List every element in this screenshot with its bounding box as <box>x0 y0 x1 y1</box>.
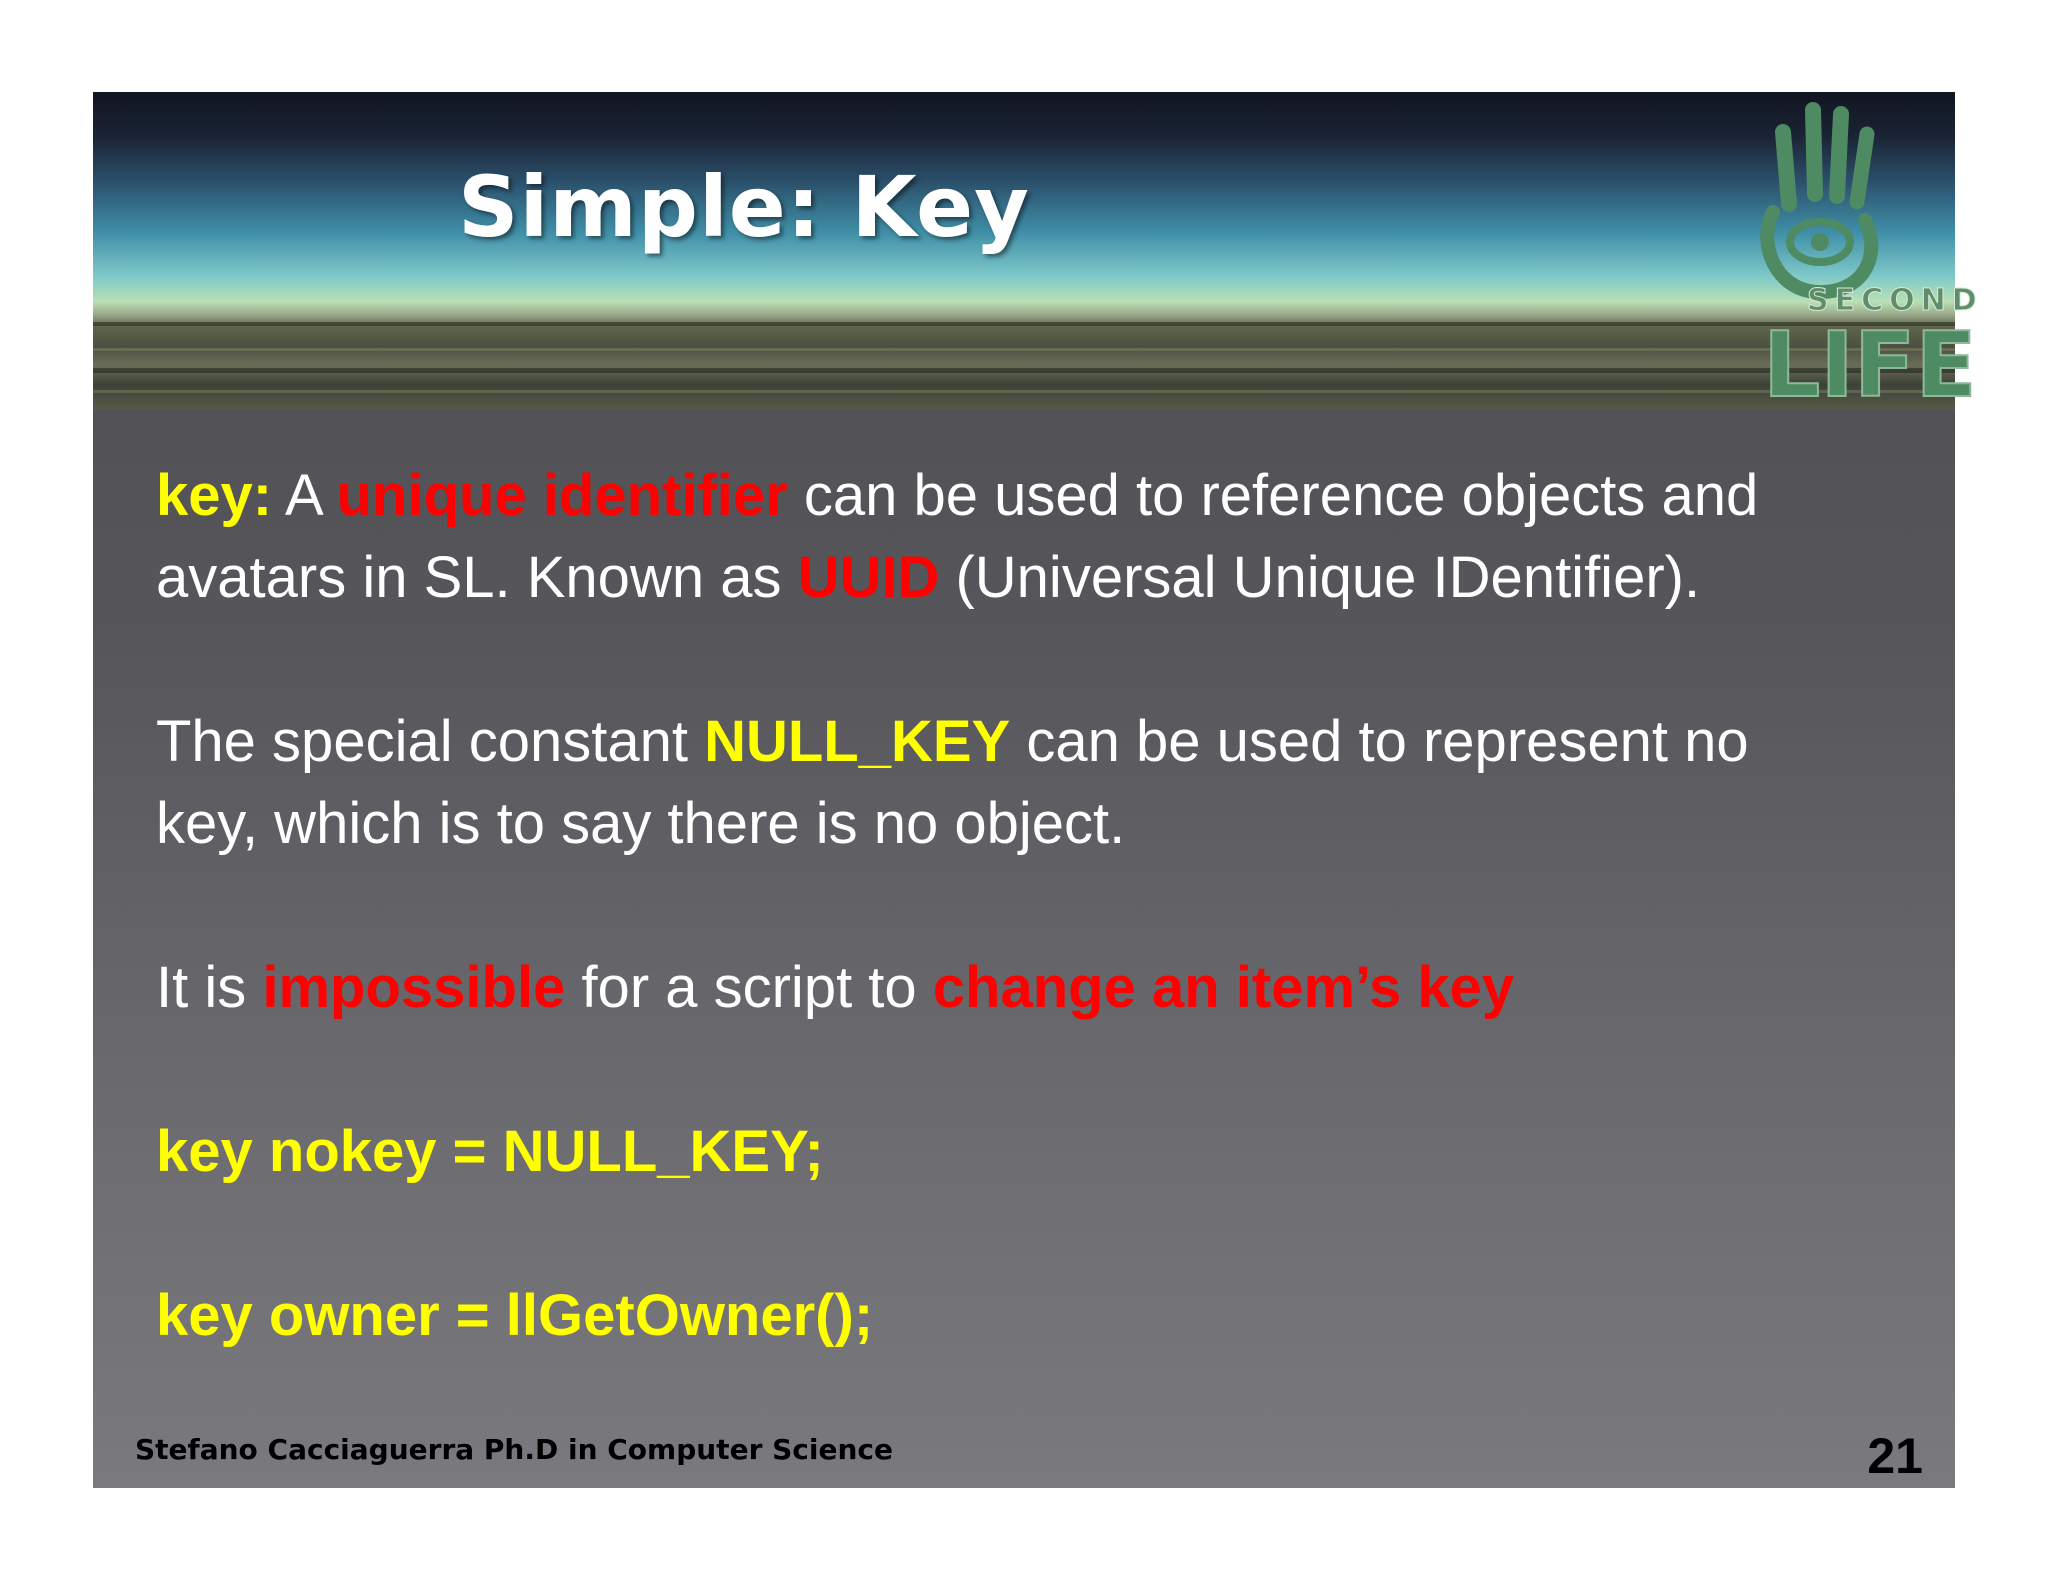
text-segment: It is <box>156 955 263 1020</box>
slide <box>93 92 1983 1488</box>
text-segment: can be used to represent no <box>1010 709 1749 774</box>
text-segment: for a script to <box>565 955 933 1020</box>
highlight-null-key: NULL_KEY <box>704 709 1011 774</box>
highlight-unique-identifier: unique identifier <box>336 463 788 528</box>
term-key-label: key: <box>156 463 273 528</box>
text-segment: key, which is to say there is no object. <box>156 791 1126 856</box>
code-line-owner <box>156 1275 1936 1357</box>
slide-body <box>156 455 1936 1439</box>
highlight-impossible: impossible <box>262 955 566 1020</box>
code-line-nokey <box>156 1111 1936 1193</box>
paragraph-key-definition <box>156 455 1936 619</box>
paragraph-null-key <box>156 701 1936 865</box>
code-text: key nokey = NULL_KEY; <box>156 1119 824 1184</box>
second-life-logo <box>1665 92 1983 418</box>
text-segment: (Universal Unique IDentifier). <box>939 545 1701 610</box>
slide-title: Simple: Key <box>458 158 1030 256</box>
code-text: key owner = llGetOwner(); <box>156 1283 874 1348</box>
text-segment: The special constant <box>156 709 705 774</box>
logo-word-life: LIFE <box>1763 313 1977 418</box>
text-segment: avatars in SL. Known as <box>156 545 798 610</box>
paragraph-impossible <box>156 947 1936 1029</box>
page-number: 21 <box>1867 1428 1923 1484</box>
second-life-hand-eye-icon <box>1767 110 1871 292</box>
logo-word-second: SECOND <box>1807 283 1983 318</box>
highlight-uuid: UUID <box>797 545 940 610</box>
slide-header-banner <box>93 92 1983 418</box>
highlight-change-key: change an item’s key <box>932 955 1515 1020</box>
footer-author: Stefano Cacciaguerra Ph.D in Computer Science <box>135 1433 893 1466</box>
text-segment: A <box>272 463 337 528</box>
text-segment: can be used to reference objects and <box>787 463 1759 528</box>
